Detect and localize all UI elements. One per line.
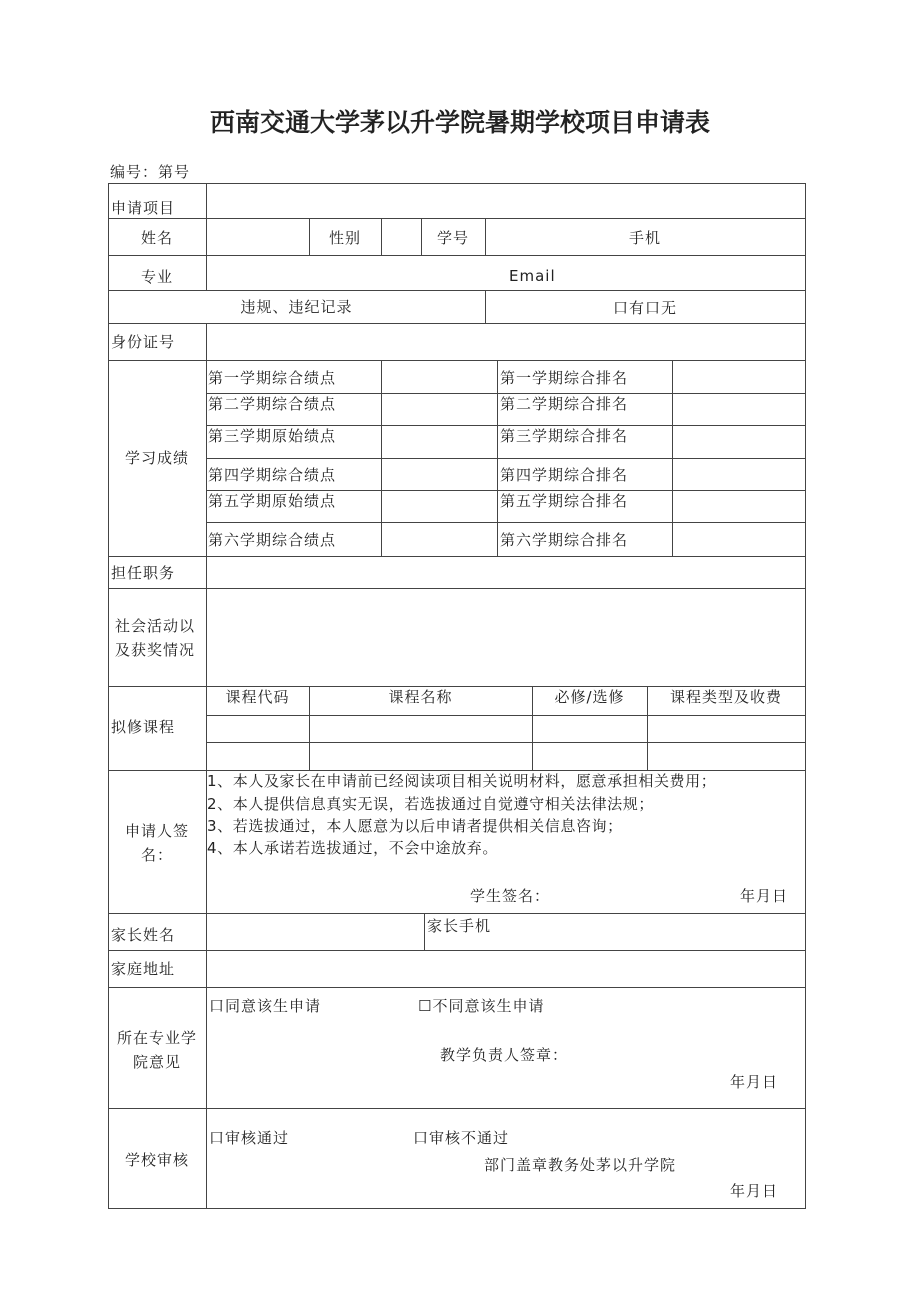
commitment-item-1: 1、本人及家长在申请前已经阅读项目相关说明材料，愿意承担相关费用； — [207, 772, 717, 790]
activities-label-line1: 社会活动以 — [115, 617, 196, 635]
course-header-type: 必修/选修 — [554, 688, 625, 706]
gpa-label-5: 第五学期原始绩点 — [208, 492, 337, 510]
major-opinion-label-line1: 所在专业学 — [116, 1029, 197, 1047]
agree-checkbox[interactable]: 口同意该生申请 — [209, 997, 322, 1015]
name-label: 姓名 — [140, 229, 173, 247]
rank-label-2: 第二学期综合排名 — [500, 395, 629, 413]
rank-label-1: 第一学期综合排名 — [500, 369, 629, 387]
activities-label-line2: 及获奖情况 — [115, 641, 196, 659]
gpa-label-6: 第六学期综合绩点 — [208, 531, 337, 549]
disagree-checkbox[interactable]: ☐不同意该生申请 — [418, 997, 545, 1015]
parent-phone-label: 家长手机 — [427, 917, 492, 935]
department-stamp: 部门盖章教务处茅以升学院 — [484, 1156, 677, 1174]
school-review-date: 年月日 — [730, 1182, 779, 1200]
violation-label: 违规、违纪记录 — [240, 298, 353, 316]
commitment-item-4: 4、本人承诺若选拔通过，不会中途放弃。 — [207, 839, 498, 857]
signature-date: 年月日 — [740, 887, 789, 905]
commitment-item-3: 3、若选拔通过，本人愿意为以后申请者提供相关信息咨询； — [207, 817, 623, 835]
major-opinion-label-line2: 院意见 — [132, 1053, 181, 1071]
course-header-code: 课程代码 — [225, 688, 290, 706]
home-address-label: 家庭地址 — [111, 960, 176, 978]
position-label: 担任职务 — [111, 564, 176, 582]
gpa-label-1: 第一学期综合绩点 — [208, 369, 337, 387]
project-label: 申请项目 — [111, 199, 176, 217]
review-fail-checkbox[interactable]: 口审核不通过 — [413, 1129, 510, 1147]
gpa-label-2: 第二学期综合绩点 — [208, 395, 337, 413]
phone-label: 手机 — [628, 229, 661, 247]
form-title: 西南交通大学茅以升学院暑期学校项目申请表 — [209, 108, 710, 137]
teaching-director-sign: 教学负责人签章： — [440, 1046, 569, 1064]
id-card-label: 身份证号 — [111, 333, 176, 351]
grades-label: 学习成绩 — [124, 449, 189, 467]
gender-label: 性别 — [328, 229, 361, 247]
major-opinion-date: 年月日 — [730, 1073, 779, 1091]
school-review-label: 学校审核 — [124, 1151, 189, 1169]
rank-label-6: 第六学期综合排名 — [500, 531, 629, 549]
rank-label-5: 第五学期综合排名 — [500, 492, 629, 510]
parent-name-label: 家长姓名 — [111, 926, 176, 944]
violation-options[interactable]: 口有口无 — [612, 299, 677, 317]
course-header-fee: 课程类型及收费 — [669, 688, 782, 706]
gpa-label-3: 第三学期原始绩点 — [208, 427, 337, 445]
courses-label: 拟修课程 — [111, 718, 176, 736]
serial-number: 编号：第号 — [110, 163, 191, 181]
signature-label-line1: 申请人签 — [124, 822, 189, 840]
gpa-label-4: 第四学期综合绩点 — [208, 466, 337, 484]
student-id-label: 学号 — [436, 229, 469, 247]
rank-label-3: 第三学期综合排名 — [500, 427, 629, 445]
student-signature-label: 学生签名： — [470, 887, 551, 905]
course-header-name: 课程名称 — [388, 688, 453, 706]
email-label: Email — [509, 267, 556, 285]
rank-label-4: 第四学期综合排名 — [500, 466, 629, 484]
signature-label-line2: 名： — [140, 846, 173, 864]
major-label: 专业 — [140, 268, 173, 286]
commitment-item-2: 2、本人提供信息真实无误，若选拔通过自觉遵守相关法律法规； — [207, 795, 654, 813]
review-pass-checkbox[interactable]: 口审核通过 — [209, 1129, 290, 1147]
